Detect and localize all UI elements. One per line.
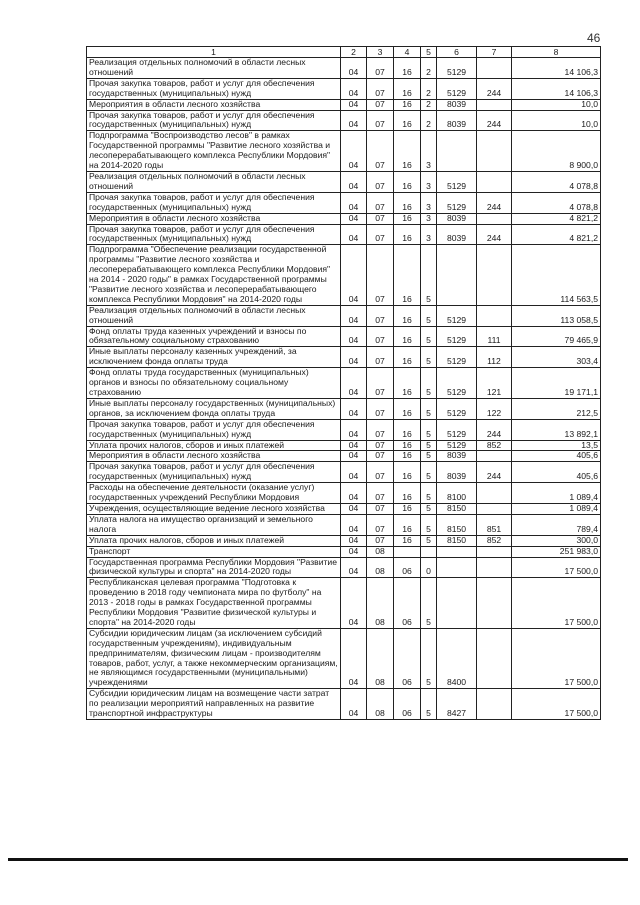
code3-cell: 07 (367, 483, 394, 504)
col-header-3: 3 (367, 47, 394, 58)
code3-cell: 07 (367, 535, 394, 546)
code2-cell: 04 (341, 628, 367, 688)
code6-cell: 5129 (437, 192, 477, 213)
code6-cell: 5129 (437, 58, 477, 79)
amount-cell: 19 171,1 (512, 368, 601, 399)
code3-cell: 07 (367, 514, 394, 535)
table-row (87, 451, 601, 462)
code3-cell: 07 (367, 451, 394, 462)
code7-cell (477, 305, 512, 326)
code6-cell: 5129 (437, 171, 477, 192)
code7-cell: 244 (477, 192, 512, 213)
code5-cell: 5 (421, 535, 437, 546)
amount-cell: 1 089,4 (512, 503, 601, 514)
table-row (87, 192, 601, 213)
table-row (87, 578, 601, 629)
code4-cell: 16 (394, 462, 421, 483)
code4-cell: 16 (394, 78, 421, 99)
code6-cell (437, 546, 477, 557)
code2-cell: 04 (341, 131, 367, 172)
table-row (87, 483, 601, 504)
name-cell: Реализация отдельных полномочий в области лесных отношений (87, 171, 341, 192)
code7-cell: 121 (477, 368, 512, 399)
code2-cell: 04 (341, 546, 367, 557)
name-cell: Фонд оплаты труда государственных (муниципальных) органов и взносы по обязательному социальному страхованию (87, 368, 341, 399)
table-row (87, 440, 601, 451)
code5-cell: 5 (421, 514, 437, 535)
name-cell: Прочая закупка товаров, работ и услуг для обеспечения государственных (муниципальных) нужд (87, 462, 341, 483)
page-bottom-rule (8, 858, 628, 861)
code4-cell: 06 (394, 628, 421, 688)
col-header-7: 7 (477, 47, 512, 58)
amount-cell: 14 106,3 (512, 58, 601, 79)
code6-cell: 5129 (437, 326, 477, 347)
code2-cell: 04 (341, 224, 367, 245)
code3-cell: 07 (367, 58, 394, 79)
code5-cell: 5 (421, 305, 437, 326)
code5-cell: 5 (421, 245, 437, 305)
code4-cell: 16 (394, 224, 421, 245)
name-cell: Прочая закупка товаров, работ и услуг для обеспечения государственных (муниципальных) нужд (87, 110, 341, 131)
code7-cell (477, 503, 512, 514)
code5-cell: 2 (421, 99, 437, 110)
code5-cell: 2 (421, 58, 437, 79)
table-row (87, 419, 601, 440)
code5-cell (421, 546, 437, 557)
code3-cell: 07 (367, 440, 394, 451)
code4-cell: 16 (394, 213, 421, 224)
code3-cell: 07 (367, 192, 394, 213)
table-row (87, 110, 601, 131)
code6-cell: 5129 (437, 347, 477, 368)
code7-cell (477, 171, 512, 192)
table-row (87, 514, 601, 535)
code4-cell: 16 (394, 192, 421, 213)
code5-cell: 3 (421, 213, 437, 224)
code4-cell: 16 (394, 514, 421, 535)
table-row (87, 245, 601, 305)
budget-table (86, 46, 601, 720)
name-cell: Субсидии юридическим лицам на возмещение части затрат по реализации мероприятий направленных на развитие транспортной инфраструктуры (87, 689, 341, 720)
name-cell: Мероприятия в области лесного хозяйства (87, 213, 341, 224)
code2-cell: 04 (341, 557, 367, 578)
code3-cell: 08 (367, 578, 394, 629)
amount-cell: 113 058,5 (512, 305, 601, 326)
table-row (87, 557, 601, 578)
code4-cell: 16 (394, 326, 421, 347)
table-body (87, 58, 601, 720)
code6-cell: 8427 (437, 689, 477, 720)
name-cell: Уплата налога на имущество организаций и земельного налога (87, 514, 341, 535)
amount-cell: 212,5 (512, 398, 601, 419)
code6-cell: 8039 (437, 462, 477, 483)
code6-cell (437, 245, 477, 305)
code2-cell: 04 (341, 171, 367, 192)
amount-cell: 1 089,4 (512, 483, 601, 504)
code5-cell: 5 (421, 503, 437, 514)
code4-cell (394, 546, 421, 557)
code3-cell: 08 (367, 628, 394, 688)
code3-cell: 08 (367, 546, 394, 557)
name-cell: Государственная программа Республики Мордовия "Развитие физической культуры и спорта" на 2014-2020 годы (87, 557, 341, 578)
code3-cell: 07 (367, 419, 394, 440)
amount-cell: 10,0 (512, 110, 601, 131)
code4-cell: 06 (394, 578, 421, 629)
code4-cell: 16 (394, 368, 421, 399)
table-row (87, 58, 601, 79)
code2-cell: 04 (341, 462, 367, 483)
header-row (87, 47, 601, 58)
code5-cell: 5 (421, 419, 437, 440)
table-row (87, 224, 601, 245)
amount-cell: 14 106,3 (512, 78, 601, 99)
name-cell: Республиканская целевая программа "Подготовка к проведению в 2018 году чемпионата мира по футболу" на 2013 - 2018 годы в рамках Государственной программы Республики Мордовия "Развитие физической культуры и спорта" на 2014-2020 годы (87, 578, 341, 629)
amount-cell: 17 500,0 (512, 689, 601, 720)
code7-cell (477, 557, 512, 578)
table-row (87, 628, 601, 688)
code7-cell: 852 (477, 535, 512, 546)
code3-cell: 07 (367, 398, 394, 419)
code3-cell: 07 (367, 213, 394, 224)
code2-cell: 04 (341, 347, 367, 368)
code5-cell: 5 (421, 326, 437, 347)
name-cell: Реализация отдельных полномочий в области лесных отношений (87, 58, 341, 79)
code7-cell (477, 99, 512, 110)
code4-cell: 16 (394, 305, 421, 326)
table-row (87, 131, 601, 172)
code7-cell: 852 (477, 440, 512, 451)
code5-cell: 5 (421, 628, 437, 688)
code7-cell: 244 (477, 419, 512, 440)
code4-cell: 16 (394, 58, 421, 79)
table-row (87, 347, 601, 368)
table-row (87, 535, 601, 546)
code7-cell: 244 (477, 78, 512, 99)
code3-cell: 07 (367, 503, 394, 514)
amount-cell: 13 892,1 (512, 419, 601, 440)
code5-cell: 3 (421, 131, 437, 172)
name-cell: Иные выплаты персоналу государственных (муниципальных) органов, за исключением фонда оплаты труда (87, 398, 341, 419)
code2-cell: 04 (341, 368, 367, 399)
amount-cell: 4 078,8 (512, 192, 601, 213)
code6-cell: 5129 (437, 305, 477, 326)
code2-cell: 04 (341, 503, 367, 514)
code5-cell: 2 (421, 78, 437, 99)
code7-cell (477, 58, 512, 79)
code4-cell: 16 (394, 451, 421, 462)
code7-cell: 112 (477, 347, 512, 368)
code7-cell: 244 (477, 462, 512, 483)
code6-cell: 5129 (437, 368, 477, 399)
code2-cell: 04 (341, 451, 367, 462)
name-cell: Прочая закупка товаров, работ и услуг для обеспечения государственных (муниципальных) нужд (87, 419, 341, 440)
code4-cell: 16 (394, 99, 421, 110)
name-cell: Субсидии юридическим лицам (за исключением субсидий государственным учреждениям), индивидуальным предпринимателям, физическим лицам - производителям товаров, работ, услуг, а также некоммерческим организациям, не являющимся государственными (муниципальными) учреждениями (87, 628, 341, 688)
table-row (87, 368, 601, 399)
code6-cell: 8100 (437, 483, 477, 504)
code5-cell: 0 (421, 557, 437, 578)
code7-cell (477, 483, 512, 504)
code4-cell: 16 (394, 483, 421, 504)
code2-cell: 04 (341, 326, 367, 347)
code3-cell: 07 (367, 347, 394, 368)
code5-cell: 5 (421, 368, 437, 399)
amount-cell: 8 900,0 (512, 131, 601, 172)
col-header-1: 1 (87, 47, 341, 58)
code5-cell: 5 (421, 398, 437, 419)
code7-cell (477, 546, 512, 557)
code3-cell: 07 (367, 368, 394, 399)
amount-cell: 4 821,2 (512, 224, 601, 245)
code5-cell: 5 (421, 347, 437, 368)
code3-cell: 07 (367, 171, 394, 192)
table-row (87, 689, 601, 720)
table-row (87, 326, 601, 347)
code2-cell: 04 (341, 535, 367, 546)
code4-cell: 16 (394, 503, 421, 514)
code6-cell (437, 578, 477, 629)
table-row (87, 99, 601, 110)
code4-cell: 16 (394, 131, 421, 172)
code7-cell: 122 (477, 398, 512, 419)
code6-cell (437, 131, 477, 172)
code2-cell: 04 (341, 689, 367, 720)
code4-cell: 16 (394, 245, 421, 305)
code6-cell: 5129 (437, 440, 477, 451)
code2-cell: 04 (341, 578, 367, 629)
code2-cell: 04 (341, 483, 367, 504)
amount-cell: 17 500,0 (512, 557, 601, 578)
code5-cell: 5 (421, 578, 437, 629)
amount-cell: 17 500,0 (512, 628, 601, 688)
table-row (87, 78, 601, 99)
code6-cell: 5129 (437, 398, 477, 419)
code4-cell: 16 (394, 171, 421, 192)
page-number: 46 (587, 31, 601, 45)
code2-cell: 04 (341, 213, 367, 224)
name-cell: Иные выплаты персоналу казенных учреждений, за исключением фонда оплаты труда (87, 347, 341, 368)
name-cell: Транспорт (87, 546, 341, 557)
name-cell: Расходы на обеспечение деятельности (оказание услуг) государственных учреждений Республики Мордовия (87, 483, 341, 504)
code6-cell: 8039 (437, 110, 477, 131)
code2-cell: 04 (341, 398, 367, 419)
code4-cell: 16 (394, 440, 421, 451)
name-cell: Уплата прочих налогов, сборов и иных платежей (87, 535, 341, 546)
code6-cell: 8150 (437, 535, 477, 546)
code2-cell: 04 (341, 514, 367, 535)
code5-cell: 3 (421, 171, 437, 192)
amount-cell: 789,4 (512, 514, 601, 535)
code4-cell: 06 (394, 689, 421, 720)
name-cell: Подпрограмма "Обеспечение реализации государственной программы "Развитие лесного хозяйства и лесоперерабатывающего комплекса Республики Мордовия" на 2014 - 2020 годы" в рамках Государственной программы "Развитие лесного хозяйства и лесоперерабатывающего комплекса Республики Мордовия" на 2014-2020 годы (87, 245, 341, 305)
code4-cell: 06 (394, 557, 421, 578)
code2-cell: 04 (341, 78, 367, 99)
amount-cell: 114 563,5 (512, 245, 601, 305)
amount-cell: 4 821,2 (512, 213, 601, 224)
code6-cell: 8039 (437, 99, 477, 110)
code5-cell: 5 (421, 440, 437, 451)
code4-cell: 16 (394, 347, 421, 368)
code7-cell (477, 578, 512, 629)
code7-cell: 851 (477, 514, 512, 535)
code4-cell: 16 (394, 535, 421, 546)
name-cell: Прочая закупка товаров, работ и услуг для обеспечения государственных (муниципальных) нужд (87, 78, 341, 99)
code6-cell: 8039 (437, 224, 477, 245)
name-cell: Фонд оплаты труда казенных учреждений и взносы по обязательному социальному страхованию (87, 326, 341, 347)
amount-cell: 17 500,0 (512, 578, 601, 629)
code2-cell: 04 (341, 99, 367, 110)
code6-cell: 8400 (437, 628, 477, 688)
col-header-2: 2 (341, 47, 367, 58)
code5-cell: 3 (421, 192, 437, 213)
col-header-4: 4 (394, 47, 421, 58)
code2-cell: 04 (341, 245, 367, 305)
code3-cell: 08 (367, 557, 394, 578)
code5-cell: 5 (421, 462, 437, 483)
code5-cell: 3 (421, 224, 437, 245)
code4-cell: 16 (394, 110, 421, 131)
table-row (87, 546, 601, 557)
code6-cell: 8150 (437, 503, 477, 514)
name-cell: Реализация отдельных полномочий в области лесных отношений (87, 305, 341, 326)
name-cell: Уплата прочих налогов, сборов и иных платежей (87, 440, 341, 451)
table-row (87, 171, 601, 192)
code3-cell: 07 (367, 131, 394, 172)
code6-cell (437, 557, 477, 578)
code7-cell (477, 451, 512, 462)
code3-cell: 07 (367, 305, 394, 326)
name-cell: Подпрограмма "Воспроизводство лесов" в рамках Государственной программы "Развитие лесного хозяйства и лесоперерабатывающего комплекса Республики Мордовия" на 2014-2020 годы (87, 131, 341, 172)
code7-cell: 111 (477, 326, 512, 347)
code6-cell: 5129 (437, 78, 477, 99)
code3-cell: 07 (367, 245, 394, 305)
code3-cell: 07 (367, 99, 394, 110)
amount-cell: 4 078,8 (512, 171, 601, 192)
name-cell: Мероприятия в области лесного хозяйства (87, 99, 341, 110)
table-row (87, 213, 601, 224)
code4-cell: 16 (394, 398, 421, 419)
code3-cell: 07 (367, 224, 394, 245)
code3-cell: 08 (367, 689, 394, 720)
code3-cell: 07 (367, 462, 394, 483)
amount-cell: 10,0 (512, 99, 601, 110)
code2-cell: 04 (341, 110, 367, 131)
code6-cell: 8039 (437, 451, 477, 462)
code7-cell: 244 (477, 224, 512, 245)
code7-cell (477, 689, 512, 720)
amount-cell: 79 465,9 (512, 326, 601, 347)
amount-cell: 13,5 (512, 440, 601, 451)
code3-cell: 07 (367, 326, 394, 347)
table-row (87, 398, 601, 419)
name-cell: Прочая закупка товаров, работ и услуг для обеспечения государственных (муниципальных) нужд (87, 224, 341, 245)
name-cell: Мероприятия в области лесного хозяйства (87, 451, 341, 462)
amount-cell: 405,6 (512, 451, 601, 462)
col-header-5: 5 (421, 47, 437, 58)
code5-cell: 5 (421, 451, 437, 462)
code2-cell: 04 (341, 419, 367, 440)
code5-cell: 5 (421, 689, 437, 720)
name-cell: Учреждения, осуществляющие ведение лесного хозяйства (87, 503, 341, 514)
col-header-8: 8 (512, 47, 601, 58)
code5-cell: 5 (421, 483, 437, 504)
code3-cell: 07 (367, 110, 394, 131)
code7-cell (477, 628, 512, 688)
code7-cell (477, 213, 512, 224)
code2-cell: 04 (341, 305, 367, 326)
table-row (87, 462, 601, 483)
amount-cell: 300,0 (512, 535, 601, 546)
col-header-6: 6 (437, 47, 477, 58)
code7-cell (477, 245, 512, 305)
table-row (87, 305, 601, 326)
code2-cell: 04 (341, 192, 367, 213)
code7-cell: 244 (477, 110, 512, 131)
name-cell: Прочая закупка товаров, работ и услуг для обеспечения государственных (муниципальных) нужд (87, 192, 341, 213)
amount-cell: 251 983,0 (512, 546, 601, 557)
code2-cell: 04 (341, 58, 367, 79)
code7-cell (477, 131, 512, 172)
code6-cell: 5129 (437, 419, 477, 440)
code6-cell: 8150 (437, 514, 477, 535)
code3-cell: 07 (367, 78, 394, 99)
amount-cell: 405,6 (512, 462, 601, 483)
amount-cell: 303,4 (512, 347, 601, 368)
code5-cell: 2 (421, 110, 437, 131)
code4-cell: 16 (394, 419, 421, 440)
code6-cell: 8039 (437, 213, 477, 224)
table-row (87, 503, 601, 514)
code2-cell: 04 (341, 440, 367, 451)
